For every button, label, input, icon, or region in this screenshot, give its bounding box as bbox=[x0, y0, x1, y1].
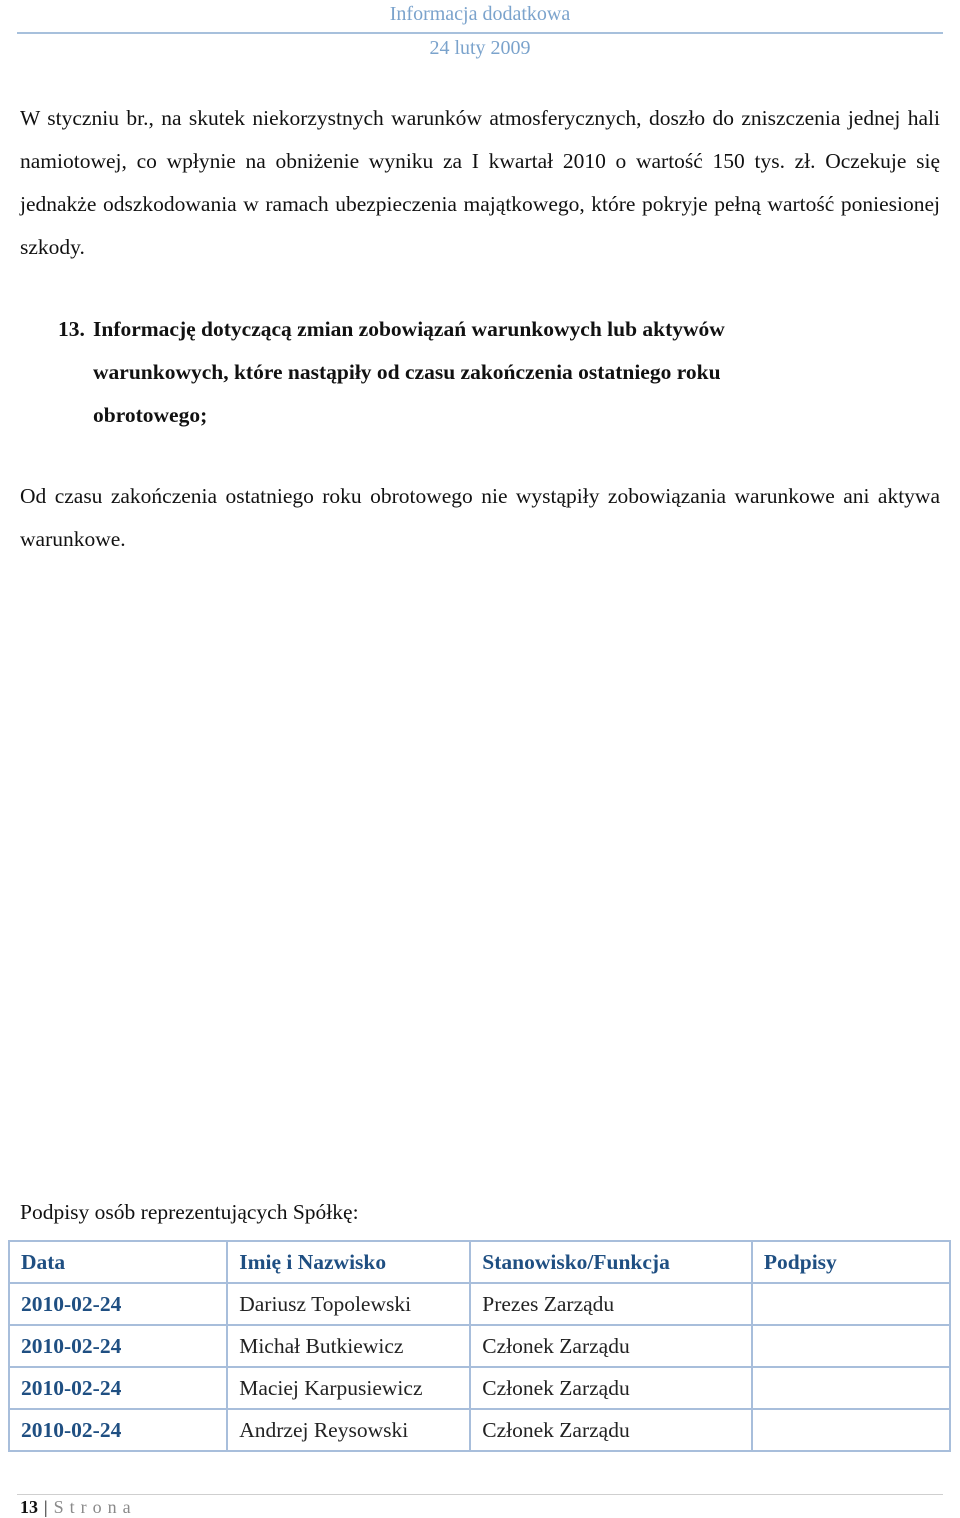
paragraph-contingent-liabilities: Od czasu zakończenia ostatniego roku obrotowego nie wystąpiły zobowiązania warunkowe ani aktywa warunkowe. bbox=[20, 484, 940, 551]
table-header-row bbox=[9, 1241, 950, 1283]
table-row bbox=[9, 1325, 950, 1367]
section-number: 13. bbox=[58, 317, 85, 341]
cell-name: Michał Butkiewicz bbox=[227, 1325, 470, 1367]
cell-date: 2010-02-24 bbox=[9, 1283, 227, 1325]
cell-position: Członek Zarządu bbox=[470, 1409, 752, 1451]
section-heading bbox=[58, 308, 818, 437]
page-footer bbox=[20, 1497, 137, 1518]
cell-date: 2010-02-24 bbox=[9, 1325, 227, 1367]
cell-name: Maciej Karpusiewicz bbox=[227, 1367, 470, 1409]
footer-separator: | bbox=[44, 1497, 48, 1517]
signatures-intro: Podpisy osób reprezentujących Spółkę: bbox=[20, 1200, 359, 1224]
cell-position: Prezes Zarządu bbox=[470, 1283, 752, 1325]
header-title: Informacja dodatkowa bbox=[389, 3, 571, 25]
paragraph-weather-damage: W styczniu br., na skutek niekorzystnych warunków atmosferycznych, doszło do zniszczenia jednej hali namiotowej, co wpłynie na obniżenie wyniku za I kwartał 2010 o wartość 150 tys. zł. Oczekuje się jednakże odszkodowania w ramach ubezpieczenia majątkowego, które pokryje pełną wartość poniesionej szkody. bbox=[20, 106, 940, 259]
cell-date: 2010-02-24 bbox=[9, 1367, 227, 1409]
table-row bbox=[9, 1283, 950, 1325]
signatures-table bbox=[8, 1240, 951, 1452]
page-number: 13 bbox=[20, 1497, 38, 1517]
section-title: Informację dotyczącą zmian zobowiązań warunkowych lub aktywów warunkowych, które nastąpiły od czasu zakończenia ostatniego roku obrotowego; bbox=[93, 317, 725, 427]
cell-name: Dariusz Topolewski bbox=[227, 1283, 470, 1325]
header-date: 24 luty 2009 bbox=[429, 37, 531, 59]
cell-position: Członek Zarządu bbox=[470, 1325, 752, 1367]
cell-date: 2010-02-24 bbox=[9, 1409, 227, 1451]
footer-divider bbox=[17, 1494, 943, 1495]
column-header-name: Imię i Nazwisko bbox=[227, 1241, 470, 1283]
cell-signature bbox=[752, 1367, 950, 1409]
column-header-position: Stanowisko/Funkcja bbox=[470, 1241, 752, 1283]
table-row bbox=[9, 1367, 950, 1409]
table-row bbox=[9, 1409, 950, 1451]
cell-position: Członek Zarządu bbox=[470, 1367, 752, 1409]
header-divider bbox=[17, 32, 943, 34]
column-header-signature: Podpisy bbox=[752, 1241, 950, 1283]
cell-signature bbox=[752, 1283, 950, 1325]
cell-signature bbox=[752, 1409, 950, 1451]
column-header-date: Data bbox=[9, 1241, 227, 1283]
cell-name: Andrzej Reysowski bbox=[227, 1409, 470, 1451]
cell-signature bbox=[752, 1325, 950, 1367]
page-label: Strona bbox=[53, 1497, 137, 1517]
